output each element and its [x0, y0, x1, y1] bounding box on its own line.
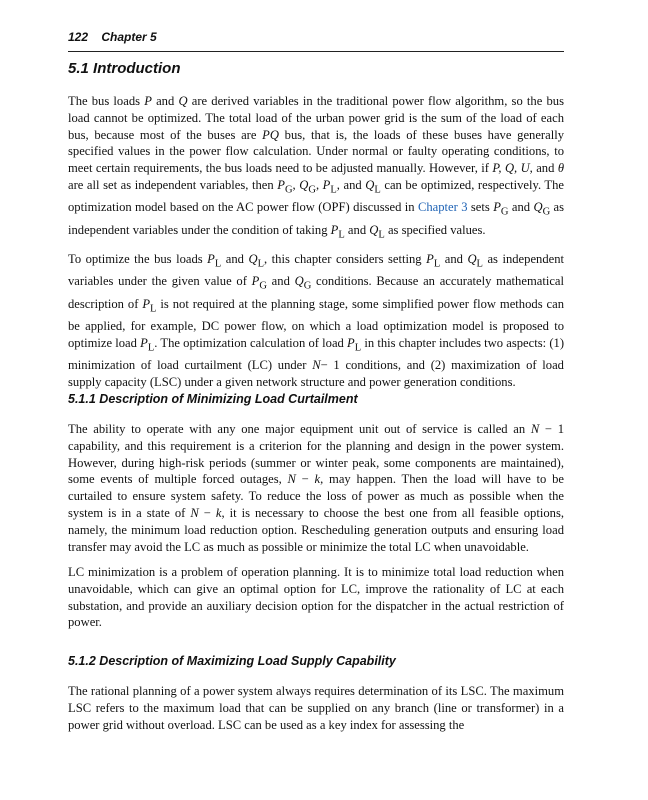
section-heading — [68, 60, 181, 77]
subsection-1-paragraph-2: LC minimization is a problem of operation planning. It is to minimize total load reduction when unavoidable, which can give an optimal option for LC, improve the rationality of LC at each substation, and provide an auxiliary decision option for the dispatcher in the actual restriction of power. — [68, 565, 564, 630]
running-head — [68, 30, 564, 50]
page-number: 122 — [68, 30, 89, 44]
subsection-1-paragraph-1: The ability to operate with any one major equipment unit out of service is called an N − 1 capability, and this requirement is a criterion for the planning and design in the power system. However, during high-risk periods (summer or winter peak, some components are maintained), some events of multiple forced outages, N − k, may happen. Then the load will have to be curtailed to ensure system safety. To reduce the loss of power as much as possible when the system is in a state of N − k, it is necessary to choose the best one from all feasible options, namely, the minimum load reduction option. Rescheduling generation outputs and ensuring load transfer may avoid the LC as much as possible or minimize the total LC when unavoidable. — [68, 422, 564, 554]
chapter-3-link[interactable]: Chapter 3 — [417, 200, 468, 215]
chapter-label: Chapter 5 — [101, 30, 157, 44]
subsection-heading-5-1-2: 5.1.2 Description of Maximizing Load Supply Capability — [68, 654, 396, 668]
subsection-heading-5-1-1: 5.1.1 Description of Minimizing Load Curtailment — [68, 392, 358, 406]
intro-paragraph-1: The bus loads P and Q are derived variables in the traditional power flow algorithm, so the bus load cannot be optimized. The total load of the urban power grid is the sum of the load of each bus, because most of the buses are PQ bus, that is, the loads of these buses have generally specified values in the power flow calculation. Under normal or faulty operating conditions, to meet certain requirements, the bus loads need to be adjusted manually. However, if P, Q, U, and θ are all set as independent variables, then $P_G$, $Q_G$, $P_L$, and $Q_L$ can be optimized, respectively. The optimization model based on the AC power flow (OPF) discussed in Chapter 3 sets $P_G$ and $Q_G$ as independent variables under the condition of taking $P_L$ and $Q_L$ as specified values. — [68, 94, 565, 241]
section-title: Introduction — [93, 60, 181, 77]
subsection-2-paragraph-1: The rational planning of a power system always requires determination of its LSC. The maximum LSC refers to the maximum load that can be supplied on any branch (line or transformer) in a power grid without overload. LSC can be used as a key index for assessing the — [68, 684, 564, 732]
section-number: 5.1 — [68, 60, 89, 77]
intro-paragraph-2: To optimize the bus loads $P_L$ and $Q_L$, this chapter considers setting $P_L$ and $Q_L$ as independent variables under the given value of $P_G$ and $Q_G$ conditions. Because an accurately mathematical description of $P_L$ is not required at the planning stage, some simplified power flow methods can be applied, for example, DC power flow, on which a load optimization model is proposed to optimize load $P_L$. The optimization calculation of load $P_L$ in this chapter includes two aspects: (1) minimization of load curtailment (LC) under N− 1 conditions, and (2) maximization of load supply capacity (LSC) under a given network structure and power generation conditions. — [68, 252, 565, 389]
header-rule — [68, 51, 564, 52]
